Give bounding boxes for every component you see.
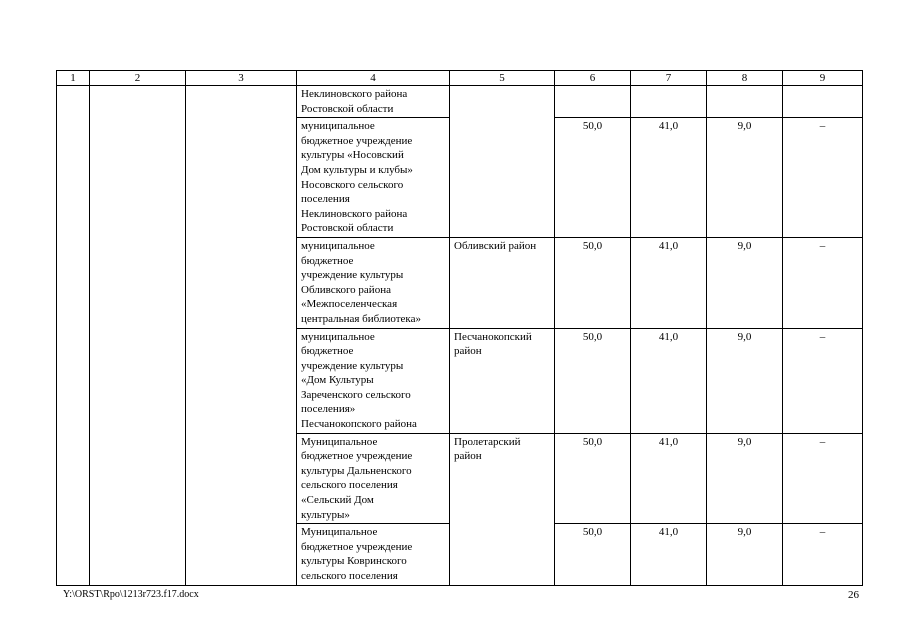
value-cell: 50,0	[555, 328, 631, 433]
value-cell: 41,0	[631, 433, 707, 524]
organization-name: муниципальное бюджетное учреждение культуры «Носовский Дом культуры и клубы» Носовского сельского поселения Неклиновского района Ростовской области	[301, 120, 413, 235]
cell-col1	[57, 86, 90, 586]
page-number: 26	[848, 589, 859, 601]
value-cell: 41,0	[631, 524, 707, 585]
table-row	[57, 86, 863, 118]
value-cell: –	[783, 433, 863, 524]
value-cell	[783, 86, 863, 118]
value-cell: 50,0	[555, 524, 631, 585]
col-header: 5	[450, 71, 555, 86]
col-header: 8	[707, 71, 783, 86]
cell-col2	[90, 86, 186, 586]
value-cell: 41,0	[631, 118, 707, 238]
value-cell: 9,0	[707, 237, 783, 328]
value-cell: –	[783, 524, 863, 585]
value-cell: –	[783, 118, 863, 238]
organization-cell	[297, 328, 450, 433]
col-header: 3	[186, 71, 297, 86]
organization-name: Муниципальное бюджетное учреждение культуры Дальненского сельского поселения «Сельский Дом культуры»	[301, 435, 413, 521]
organization-cell	[297, 524, 450, 585]
file-path: Y:\ORST\Rpo\1213r723.f17.docx	[63, 589, 199, 600]
organization-cell	[297, 118, 450, 238]
district-cell	[450, 433, 555, 585]
value-cell: 41,0	[631, 237, 707, 328]
value-cell: 9,0	[707, 433, 783, 524]
value-cell	[555, 86, 631, 118]
header-row	[57, 71, 863, 86]
organization-cell	[297, 433, 450, 524]
district-cell	[450, 237, 555, 328]
value-cell: 41,0	[631, 328, 707, 433]
value-cell	[631, 86, 707, 118]
district-name: Обливский район	[454, 239, 537, 252]
col-header: 2	[90, 71, 186, 86]
value-cell: 50,0	[555, 433, 631, 524]
organization-cell	[297, 237, 450, 328]
value-cell: –	[783, 237, 863, 328]
district-name: Песчанокопский район	[454, 330, 532, 358]
district-name: Пролетарский район	[454, 435, 521, 463]
organization-cell	[297, 86, 450, 118]
organization-name: муниципальное бюджетное учреждение культуры Обливского района «Межпоселенческая центральная библиотека»	[301, 239, 421, 325]
col-header: 6	[555, 71, 631, 86]
col-header: 9	[783, 71, 863, 86]
value-cell: –	[783, 328, 863, 433]
cell-col3	[186, 86, 297, 586]
organization-name: Муниципальное бюджетное учреждение культуры Ковринского сельского поселения	[301, 526, 413, 582]
district-cell	[450, 86, 555, 238]
value-cell: 9,0	[707, 328, 783, 433]
col-header: 4	[297, 71, 450, 86]
district-cell	[450, 328, 555, 433]
value-cell: 50,0	[555, 118, 631, 238]
value-cell: 50,0	[555, 237, 631, 328]
value-cell: 9,0	[707, 118, 783, 238]
organization-name: Неклиновского района Ростовской области	[301, 88, 408, 115]
col-header: 1	[57, 71, 90, 86]
data-table	[56, 70, 863, 586]
col-header: 7	[631, 71, 707, 86]
organization-name: муниципальное бюджетное учреждение культуры «Дом Культуры Зареченского сельского поселения» Песчанокопского района	[301, 330, 417, 431]
value-cell: 9,0	[707, 524, 783, 585]
value-cell	[707, 86, 783, 118]
